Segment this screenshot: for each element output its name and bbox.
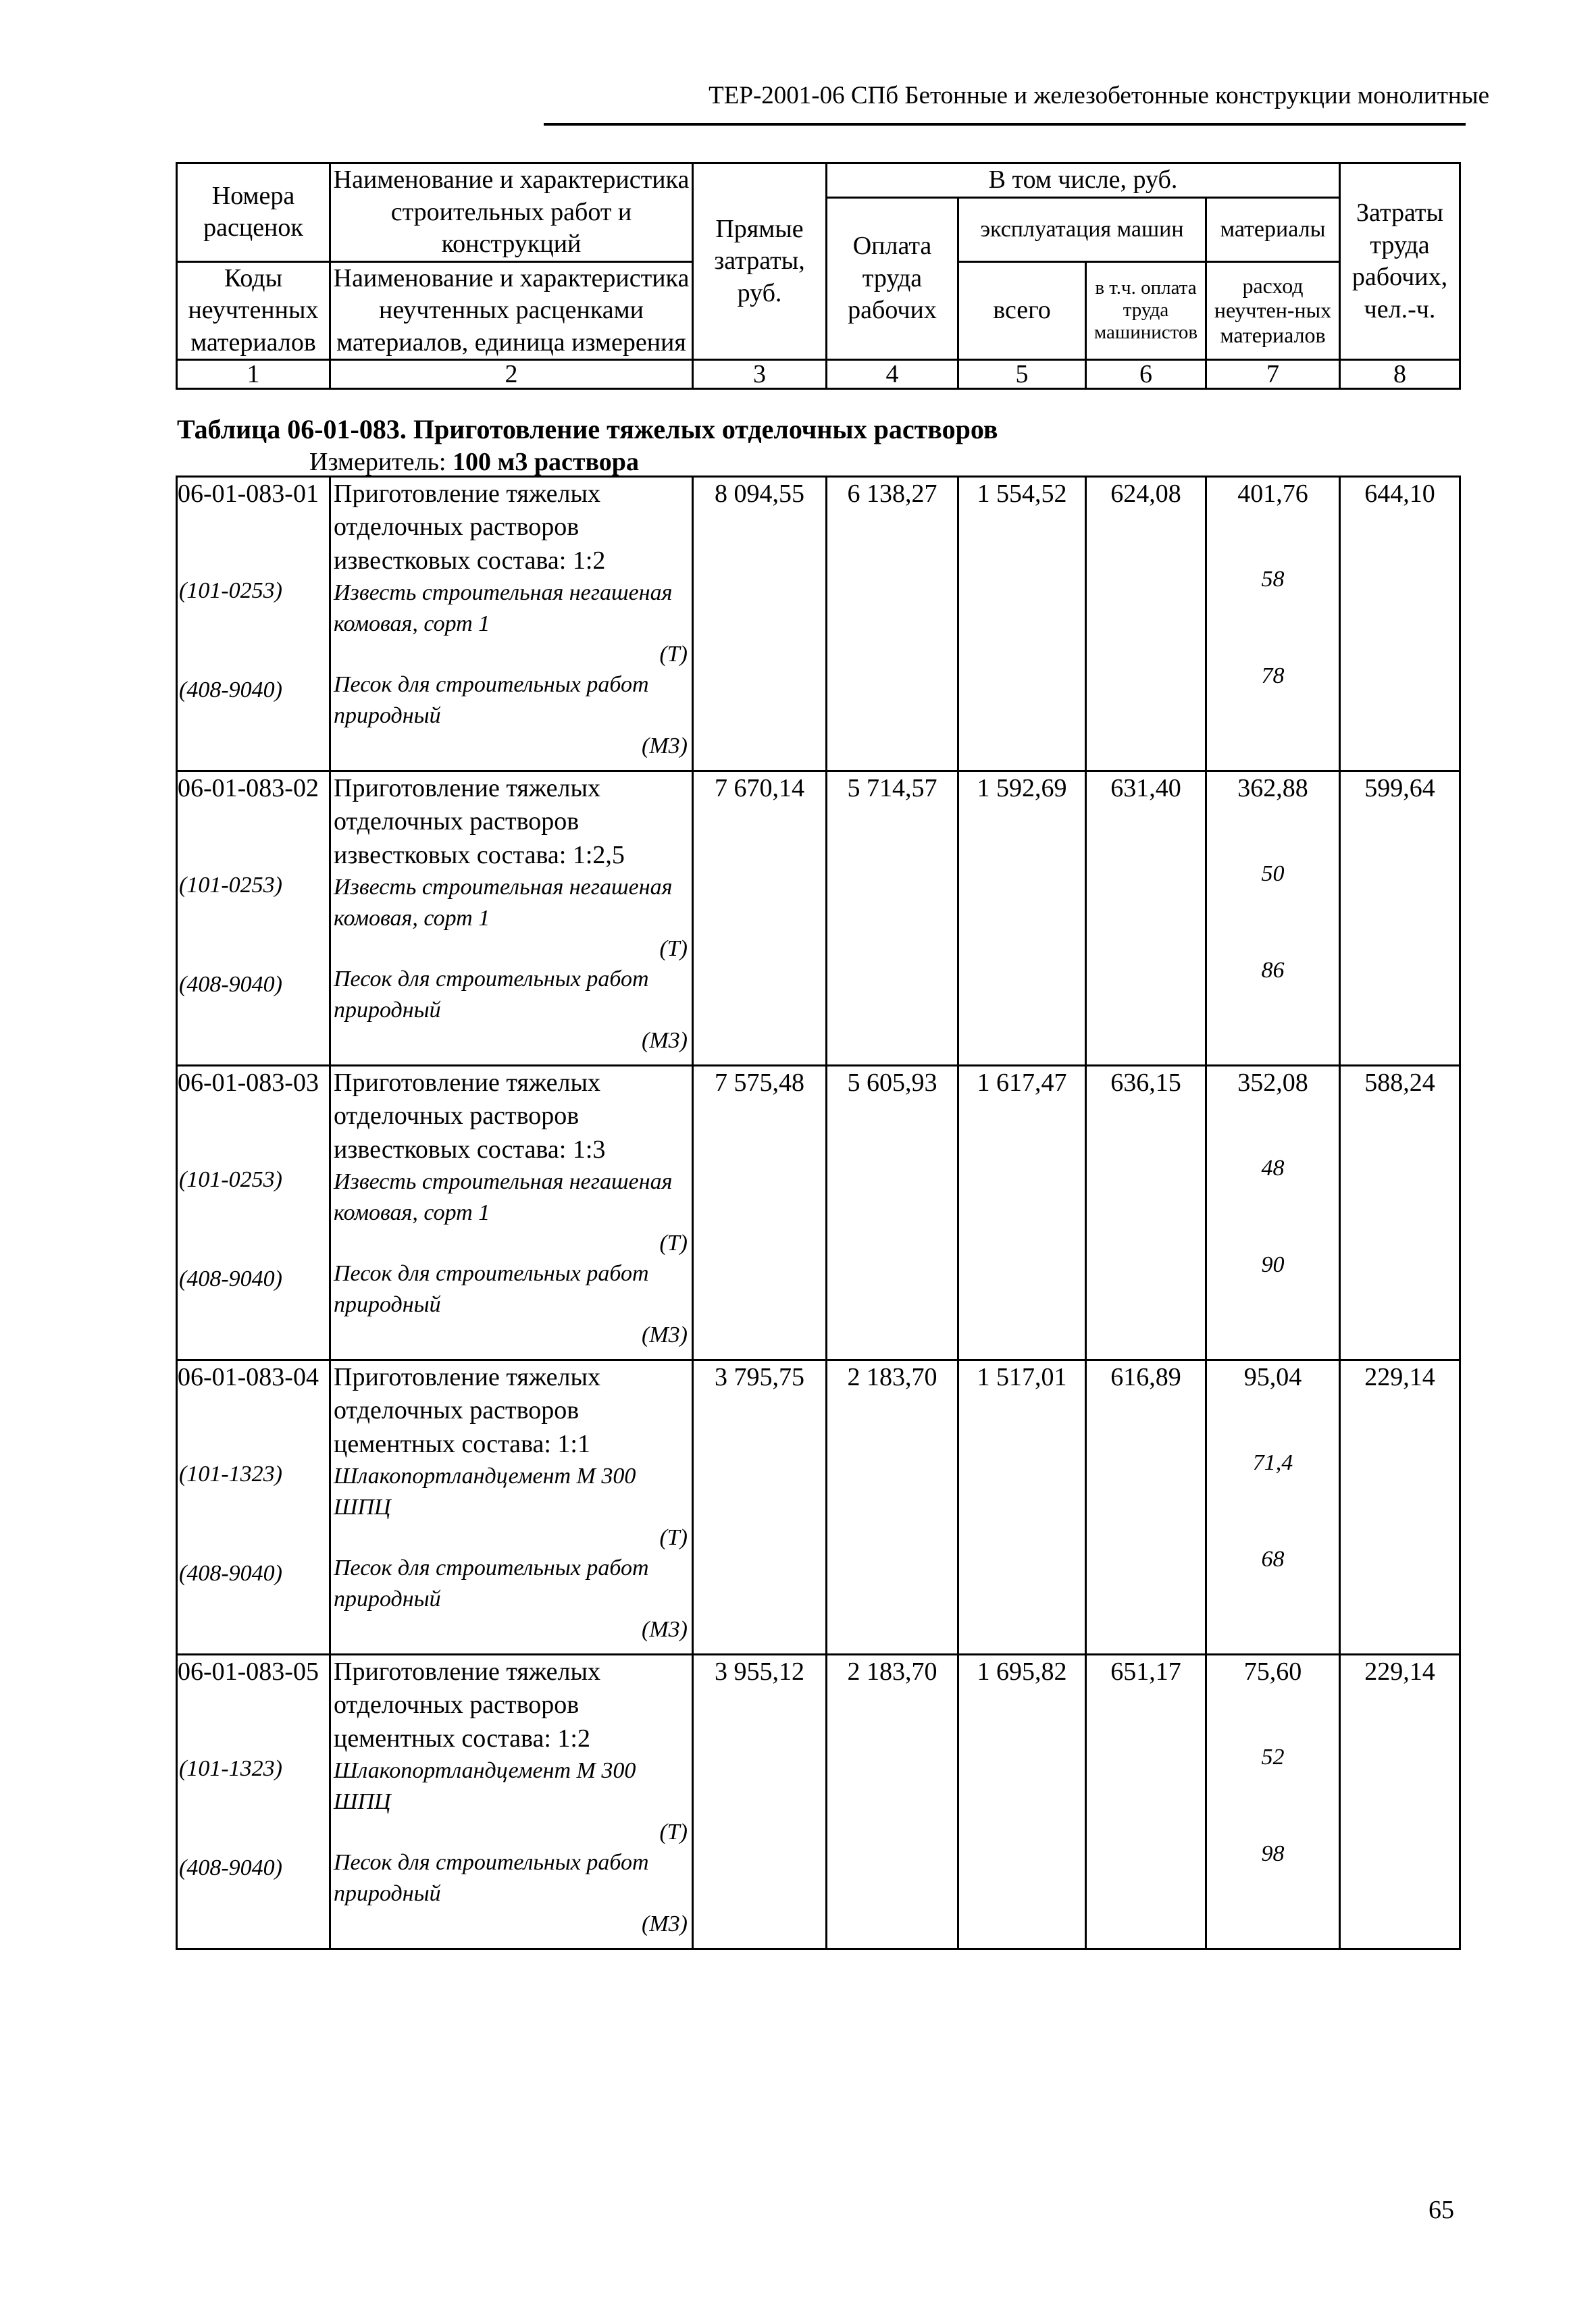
col-number: 5	[958, 360, 1086, 389]
direct-costs-cell	[693, 1655, 827, 1949]
operators-pay-cell	[1086, 1655, 1206, 1949]
material-qty: 71,4	[1252, 1450, 1293, 1476]
material-unit: (М3)	[642, 1027, 688, 1053]
col-number: 8	[1340, 360, 1460, 389]
operators-pay-value: 651,17	[1110, 1657, 1181, 1686]
material-name: Песок для строительных работ природный	[334, 672, 649, 729]
direct-costs-value: 7 575,48	[715, 1069, 804, 1097]
labor-pay-value: 2 183,70	[847, 1363, 937, 1391]
labor-hours-cell	[1340, 1655, 1460, 1949]
labor-pay-value: 5 605,93	[847, 1069, 937, 1097]
material-name: Известь строительная негашеная комовая, сорт 1	[334, 580, 673, 637]
rate-code-cell	[177, 1655, 330, 1949]
header-work-name: Наименование и характеристика строительных работ и конструкций	[330, 163, 693, 262]
header-machines: эксплуатация машин	[958, 197, 1206, 261]
header-including: В том числе, руб.	[827, 163, 1340, 198]
column-header-table	[176, 162, 1461, 390]
rate-code: 06-01-083-05	[178, 1657, 319, 1686]
rate-name-cell	[330, 1360, 693, 1655]
measure-label: Измеритель:	[309, 448, 453, 476]
rate-code-cell	[177, 1360, 330, 1655]
operators-pay-value: 624,08	[1110, 480, 1181, 508]
material-unit: (Т)	[659, 1819, 688, 1845]
measure-line	[309, 447, 639, 477]
material-name: Шлакопортландцемент М 300 ШПЦ	[334, 1464, 636, 1520]
material-unit: (М3)	[642, 1911, 688, 1936]
rate-code: 06-01-083-04	[178, 1363, 319, 1391]
operators-pay-value: 616,89	[1110, 1363, 1181, 1391]
machines-total-cell	[958, 1066, 1086, 1360]
machines-total-value: 1 617,47	[977, 1069, 1067, 1097]
col-number: 2	[330, 360, 693, 389]
materials-cell	[1206, 1066, 1340, 1360]
machines-total-cell	[958, 477, 1086, 771]
material-unit: (Т)	[659, 1524, 688, 1550]
material-qty: 50	[1261, 861, 1285, 887]
material-unit: (Т)	[659, 641, 688, 667]
material-unit: (Т)	[659, 935, 688, 961]
material-name: Известь строительная негашеная комовая, сорт 1	[334, 1169, 673, 1226]
material-qty: 48	[1261, 1156, 1285, 1181]
material-unit: (М3)	[642, 733, 688, 759]
material-qty: 68	[1261, 1546, 1285, 1572]
materials-value: 75,60	[1243, 1657, 1302, 1686]
header-rate-numbers: Номера расценок	[177, 163, 330, 262]
rate-code: 06-01-083-03	[178, 1069, 319, 1097]
labor-pay-cell	[827, 1655, 958, 1949]
material-qty: 58	[1261, 567, 1285, 592]
rate-code: 06-01-083-02	[178, 774, 319, 802]
direct-costs-cell	[693, 477, 827, 771]
operators-pay-cell	[1086, 1360, 1206, 1655]
materials-cell	[1206, 1360, 1340, 1655]
materials-value: 362,88	[1237, 774, 1308, 802]
rate-row	[177, 771, 1460, 1066]
materials-value: 95,04	[1243, 1363, 1302, 1391]
machines-total-value: 1 592,69	[977, 774, 1067, 802]
col-number: 7	[1206, 360, 1340, 389]
material-code: (408-9040)	[179, 677, 282, 702]
labor-pay-cell	[827, 771, 958, 1066]
material-code: (408-9040)	[179, 1266, 282, 1291]
labor-hours-cell	[1340, 1066, 1460, 1360]
direct-costs-cell	[693, 771, 827, 1066]
col-number: 1	[177, 360, 330, 389]
direct-costs-value: 7 670,14	[715, 774, 804, 802]
header-labor-cost: Затраты труда рабочих, чел.-ч.	[1340, 163, 1460, 360]
rates-table	[176, 475, 1461, 1950]
materials-cell	[1206, 477, 1340, 771]
rate-code-cell	[177, 477, 330, 771]
labor-hours-cell	[1340, 477, 1460, 771]
material-unit: (М3)	[642, 1322, 688, 1347]
operators-pay-value: 636,15	[1110, 1069, 1181, 1097]
running-head: ТЕР-2001-06 СПб Бетонные и железобетонные конструкции монолитные	[709, 82, 1489, 109]
machines-total-value: 1 554,52	[977, 480, 1067, 508]
operators-pay-value: 631,40	[1110, 774, 1181, 802]
machines-total-cell	[958, 1360, 1086, 1655]
material-code: (408-9040)	[179, 971, 282, 997]
rate-name-cell	[330, 771, 693, 1066]
material-qty: 98	[1261, 1841, 1285, 1866]
rate-row	[177, 1655, 1460, 1949]
material-code: (101-0253)	[179, 578, 282, 604]
rate-name-cell	[330, 1066, 693, 1360]
labor-hours-value: 229,14	[1364, 1657, 1435, 1686]
header-machines-total: всего	[958, 261, 1086, 360]
material-name: Известь строительная негашеная комовая, сорт 1	[334, 875, 673, 931]
rate-code: 06-01-083-01	[178, 480, 319, 508]
header-rule	[544, 123, 1466, 126]
labor-hours-value: 588,24	[1364, 1069, 1435, 1097]
direct-costs-value: 8 094,55	[715, 480, 804, 508]
material-name: Шлакопортландцемент М 300 ШПЦ	[334, 1758, 636, 1815]
material-name: Песок для строительных работ природный	[334, 1850, 649, 1907]
materials-cell	[1206, 771, 1340, 1066]
rate-name: Приготовление тяжелых отделочных растворов цементных состава: 1:1	[334, 1363, 601, 1458]
material-code: (101-1323)	[179, 1756, 282, 1782]
header-material-names: Наименование и характеристика неучтенных расценками материалов, единица измерения	[330, 261, 693, 360]
rate-code-cell	[177, 771, 330, 1066]
labor-pay-cell	[827, 1066, 958, 1360]
rate-name: Приготовление тяжелых отделочных растворов цементных состава: 1:2	[334, 1657, 601, 1753]
direct-costs-value: 3 955,12	[715, 1657, 804, 1686]
material-qty: 52	[1261, 1745, 1285, 1770]
direct-costs-cell	[693, 1066, 827, 1360]
operators-pay-cell	[1086, 1066, 1206, 1360]
machines-total-value: 1 695,82	[977, 1657, 1067, 1686]
labor-hours-value: 229,14	[1364, 1363, 1435, 1391]
material-code: (101-0253)	[179, 873, 282, 898]
rate-row	[177, 477, 1460, 771]
table-title: Таблица 06-01-083. Приготовление тяжелых отделочных растворов	[177, 414, 998, 444]
material-name: Песок для строительных работ природный	[334, 1555, 649, 1612]
operators-pay-cell	[1086, 477, 1206, 771]
rate-name-cell	[330, 477, 693, 771]
machines-total-cell	[958, 1655, 1086, 1949]
rate-name: Приготовление тяжелых отделочных растворов известковых состава: 1:2	[334, 480, 606, 575]
material-qty: 78	[1261, 663, 1285, 688]
material-name: Песок для строительных работ природный	[334, 967, 649, 1023]
col-number: 4	[827, 360, 958, 389]
material-code: (408-9040)	[179, 1855, 282, 1880]
rate-name: Приготовление тяжелых отделочных растворов известковых состава: 1:3	[334, 1069, 606, 1164]
col-number: 3	[693, 360, 827, 389]
labor-hours-cell	[1340, 1360, 1460, 1655]
material-code: (101-1323)	[179, 1462, 282, 1487]
header-material-codes: Коды неучтенных материалов	[177, 261, 330, 360]
header-unaccounted-materials: расход неучтен-ных материалов	[1206, 261, 1340, 360]
machines-total-value: 1 517,01	[977, 1363, 1067, 1391]
rate-name-cell	[330, 1655, 693, 1949]
material-qty: 90	[1261, 1252, 1285, 1277]
material-unit: (М3)	[642, 1616, 688, 1642]
header-labor-pay: Оплата труда рабочих	[827, 197, 958, 360]
machines-total-cell	[958, 771, 1086, 1066]
labor-pay-value: 5 714,57	[847, 774, 937, 802]
material-qty: 86	[1261, 957, 1285, 983]
labor-pay-value: 2 183,70	[847, 1657, 937, 1686]
rate-row	[177, 1360, 1460, 1655]
labor-pay-cell	[827, 1360, 958, 1655]
header-direct-costs: Прямые затраты, руб.	[693, 163, 827, 360]
measure-value: 100 м3 раствора	[453, 448, 639, 476]
column-numbers-row	[177, 360, 1460, 389]
header-materials: материалы	[1206, 197, 1340, 261]
col-number: 6	[1086, 360, 1206, 389]
material-name: Песок для строительных работ природный	[334, 1261, 649, 1318]
operators-pay-cell	[1086, 771, 1206, 1066]
labor-hours-value: 644,10	[1364, 480, 1435, 508]
rate-code-cell	[177, 1066, 330, 1360]
page-number: 65	[1428, 2196, 1454, 2224]
labor-hours-value: 599,64	[1364, 774, 1435, 802]
direct-costs-value: 3 795,75	[715, 1363, 804, 1391]
direct-costs-cell	[693, 1360, 827, 1655]
materials-value: 352,08	[1237, 1069, 1308, 1097]
material-unit: (Т)	[659, 1230, 688, 1256]
header-operators-pay: в т.ч. оплата труда машинистов	[1086, 261, 1206, 360]
materials-value: 401,76	[1237, 480, 1308, 508]
rate-row	[177, 1066, 1460, 1360]
material-code: (101-0253)	[179, 1167, 282, 1193]
material-code: (408-9040)	[179, 1560, 282, 1586]
labor-hours-cell	[1340, 771, 1460, 1066]
labor-pay-value: 6 138,27	[847, 480, 937, 508]
labor-pay-cell	[827, 477, 958, 771]
rate-name: Приготовление тяжелых отделочных растворов известковых состава: 1:2,5	[334, 774, 625, 869]
materials-cell	[1206, 1655, 1340, 1949]
